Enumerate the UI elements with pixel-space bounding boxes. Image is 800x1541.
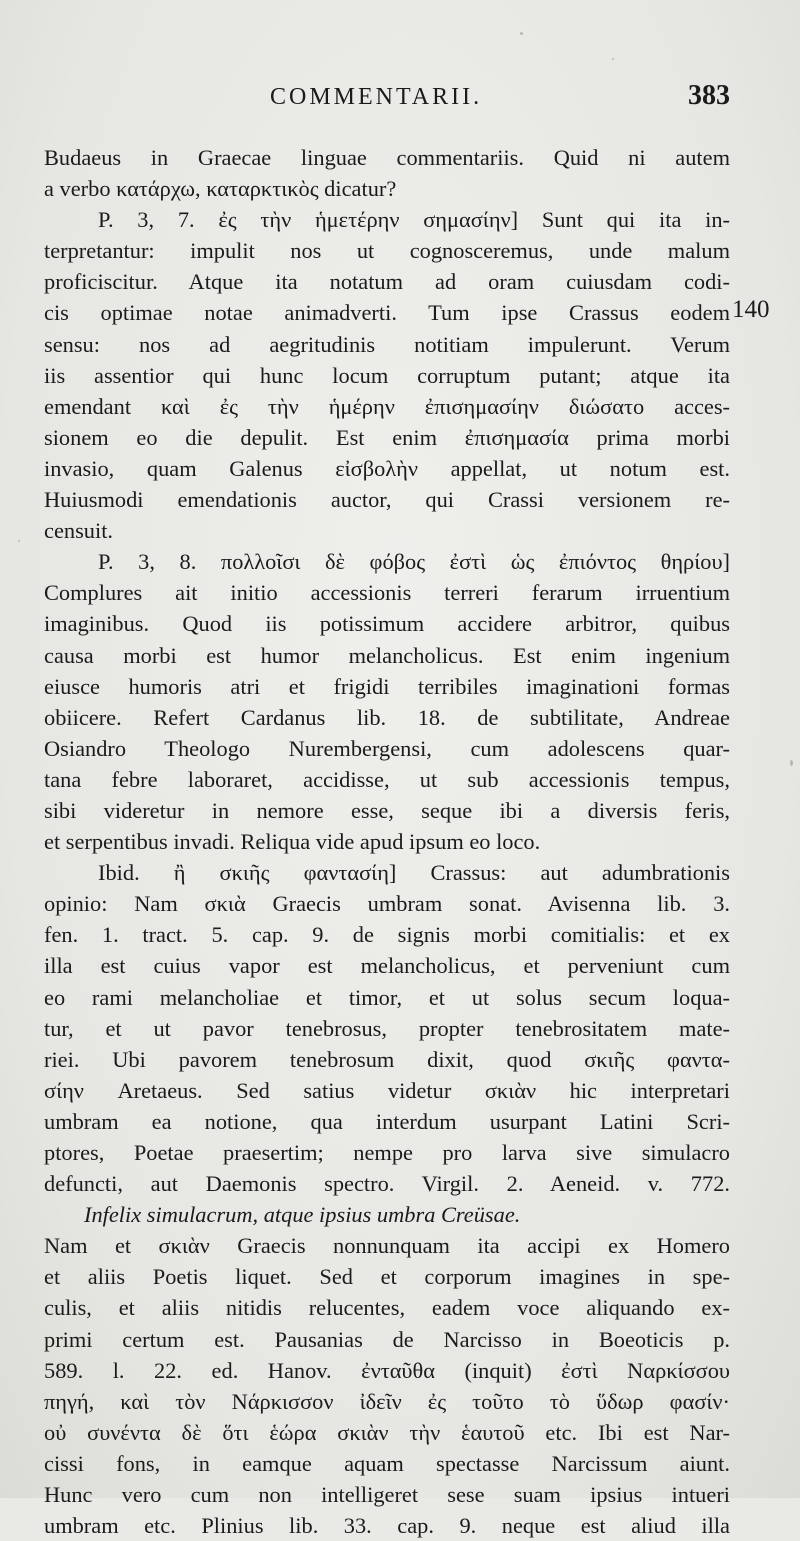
text-line: sionem eo die depulit. Est enim ἐπισημασία prima morbi: [44, 424, 730, 450]
text-line: censuit.: [44, 518, 114, 544]
text-line: eiusce humoris atri et frigidi terribiles imaginationi formas: [44, 673, 730, 699]
page-number: 383: [688, 80, 730, 111]
text-line: οὐ συνέντα δὲ ὅτι ἑώρα σκιὰν τὴν ἑαυτοῦ etc. Ibi est Nar-: [44, 1419, 730, 1445]
text-line: cis optimae notae animadverti. Tum ipse Crassus eodem: [44, 300, 730, 326]
paper-speck: [520, 32, 523, 35]
text-line: invasio, quam Galenus εἰσβολὴν appellat, ut notum est.: [44, 455, 730, 481]
paper-speck: [612, 58, 614, 60]
text-line: a verbo κατάρχω, καταρκτικὸς dicatur?: [44, 176, 397, 202]
text-line: illa est cuius vapor est melancholicus, et perveniunt cum: [44, 953, 730, 979]
text-line: iis assentior qui hunc locum corruptum putant; atque ita: [44, 362, 730, 388]
text-line: obiicere. Refert Cardanus lib. 18. de subtilitate, Andreae: [44, 704, 730, 730]
text-line: primi certum est. Pausanias de Narcisso in Boeoticis p.: [44, 1326, 730, 1352]
text-line: tur, et ut pavor tenebrosus, propter tenebrositatem mate-: [44, 1015, 730, 1041]
text-line: Hunc vero cum non intelligeret sese suam ipsius intueri: [44, 1482, 730, 1508]
text-line: Osiandro Theologo Nurembergensi, cum adolescens quar-: [44, 735, 730, 761]
text-line: P. 3, 8. πολλοῖσι δὲ φόβος ἐστὶ ὡς ἐπιόντος θηρίου]: [98, 549, 730, 575]
running-title: COMMENTARII.: [270, 84, 483, 110]
text-line: Budaeus in Graecae linguae commentariis. Quid ni autem: [44, 145, 730, 170]
text-line: causa morbi est humor melancholicus. Est enim ingenium: [44, 642, 730, 668]
text-line: et aliis Poetis liquet. Sed et corporum imagines in spe-: [44, 1264, 730, 1290]
margin-line-number: 140: [732, 296, 770, 323]
text-line: umbram etc. Plinius lib. 33. cap. 9. neque est aliud illa: [44, 1513, 730, 1539]
text-line: terpretantur: impulit nos ut cognosceremus, unde malum: [44, 238, 730, 264]
text-line: imaginibus. Quod iis potissimum accidere arbitror, quibus: [44, 611, 730, 637]
text-line: tana febre laboraret, accidisse, ut sub accessionis tempus,: [44, 766, 730, 792]
paper-speck: [18, 540, 20, 542]
text-line: culis, et aliis nitidis relucentes, eadem voce aliquando ex-: [44, 1295, 730, 1321]
text-line: ptores, Poetae praesertim; nempe pro larva sive simulacro: [44, 1140, 730, 1165]
text-line: emendant καὶ ἐς τὴν ἡμέρην ἐπισημασίην διώσατο acces-: [44, 393, 730, 419]
text-line: Complures ait initio accessionis terreri ferarum irruentium: [44, 580, 730, 606]
text-line: sensu: nos ad aegritudinis notitiam impulerunt. Verum: [44, 331, 730, 357]
page-header: [270, 80, 760, 124]
text-line: eo rami melancholiae et timor, et ut solus secum loqua-: [44, 984, 730, 1010]
text-line: Infelix simulacrum, atque ipsius umbra Creüsae.: [84, 1202, 521, 1228]
text-line: 589. l. 22. ed. Hanov. ἐνταῦθα (inquit) ἐστὶ Ναρκίσσου: [44, 1357, 730, 1383]
text-line: Ibid. ἢ σκιῆς φαντασίη] Crassus: aut adumbrationis: [98, 860, 730, 886]
text-line: defuncti, aut Daemonis spectro. Virgil. 2. Aeneid. v. 772.: [44, 1171, 730, 1197]
text-line: P. 3, 7. ἐς τὴν ἡμετέρην σημασίην] Sunt qui ita in-: [98, 207, 730, 233]
text-line: σίην Aretaeus. Sed satius videtur σκιὰν hic interpretari: [44, 1077, 730, 1103]
text-line: riei. Ubi pavorem tenebrosum dixit, quod σκιῆς φαντα-: [44, 1046, 730, 1072]
text-line: umbram ea notione, qua interdum usurpant Latini Scri-: [44, 1108, 730, 1134]
text-line: Nam et σκιὰν Graecis nonnunquam ita accipi ex Homero: [44, 1233, 730, 1259]
paper-speck: [790, 760, 793, 766]
text-line: fen. 1. tract. 5. cap. 9. de signis morbi comitialis: et ex: [44, 922, 730, 948]
text-line: proficiscitur. Atque ita notatum ad oram cuiusdam codi-: [44, 269, 730, 295]
commentary-text: [44, 142, 730, 1541]
text-line: sibi videretur in nemore esse, seque ibi a diversis feris,: [44, 797, 730, 823]
text-line: πηγή, καὶ τὸν Νάρκισσον ἰδεῖν ἐς τοῦτο τὸ ὕδωρ φασίν·: [44, 1388, 730, 1414]
text-line: opinio: Nam σκιὰ Graecis umbram sonat. Avisenna lib. 3.: [44, 891, 730, 917]
text-line: cissi fons, in eamque aquam spectasse Narcissum aiunt.: [44, 1450, 730, 1476]
text-line: Huiusmodi emendationis auctor, qui Crassi versionem re-: [44, 487, 730, 513]
text-line: et serpentibus invadi. Reliqua vide apud ipsum eo loco.: [44, 829, 541, 855]
